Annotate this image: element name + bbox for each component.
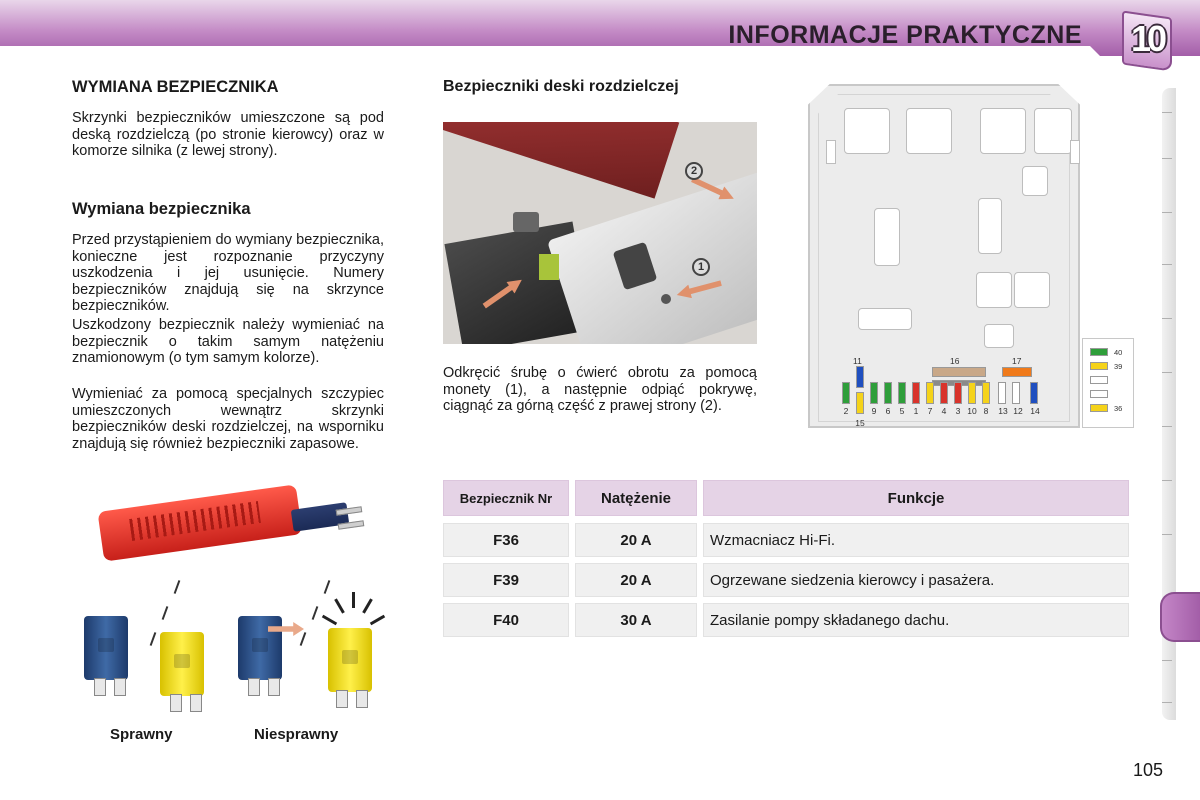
fuse-number: 6: [885, 406, 891, 416]
table-cell-fuse: F36: [443, 523, 569, 557]
fuse-number: 15: [855, 418, 865, 428]
yellow-fuse-blown-image: [328, 628, 372, 692]
relay-block: [976, 272, 1012, 308]
fuse-leg: [268, 678, 280, 696]
caption-bad: Niesprawny: [254, 726, 339, 743]
table-header-amps: Natężenie: [575, 480, 697, 516]
page-number: 105: [1133, 760, 1164, 780]
spark-icon: [370, 615, 385, 626]
section-heading: WYMIANA BEZPIECZNIKA: [72, 78, 279, 96]
motion-line: [324, 580, 331, 594]
callout-2: 2: [685, 162, 703, 180]
table-header-function: Funkcje: [703, 480, 1129, 516]
fuse-slot: [926, 382, 934, 404]
fuse-number: 14: [1030, 406, 1040, 416]
table-cell-function: Zasilanie pompy składanego dachu.: [703, 603, 1129, 637]
table-cell-amps: 30 A: [575, 603, 697, 637]
side-tab-tick: [1162, 372, 1172, 373]
dashboard-fuses-heading: Bezpieczniki deski rozdzielczej: [443, 78, 679, 95]
spark-icon: [352, 592, 355, 608]
relay-block: [858, 308, 912, 330]
chapter-number: 10: [1130, 18, 1164, 59]
fuse-slot: [940, 382, 948, 404]
blue-fuse-image: [238, 616, 282, 680]
side-tab-tick: [1162, 318, 1172, 319]
relay-block: [874, 208, 900, 266]
table-cell-fuse: F40: [443, 603, 569, 637]
fuse-number: 13: [998, 406, 1008, 416]
fuse-number: 8: [983, 406, 989, 416]
table-cell-amps: 20 A: [575, 563, 697, 597]
side-tab-tick: [1162, 426, 1172, 427]
dashboard-photo: [443, 122, 757, 344]
fuse-number: 4: [941, 406, 947, 416]
box-clip: [1070, 140, 1080, 164]
relay-block: [1014, 272, 1050, 308]
spare-fuse: [1090, 376, 1108, 384]
instruction-paragraph: Odkręcić śrubę o ćwierć obrotu za pomocą monety (1), a następnie odpiąć pokrywę, ciągnąć za górną część z prawej strony (2).: [443, 365, 757, 414]
callout-1: 1: [692, 258, 710, 276]
motion-line: [174, 580, 181, 594]
fuse-slot: [968, 382, 976, 404]
side-tab-active[interactable]: [1160, 592, 1200, 642]
fuse-slot: [954, 382, 962, 404]
blue-fuse-image: [84, 616, 128, 680]
caption-ok: Sprawny: [110, 726, 173, 743]
table-cell-fuse: F39: [443, 563, 569, 597]
table-cell-function: Wzmacniacz Hi-Fi.: [703, 523, 1129, 557]
fuse-leg: [248, 678, 260, 696]
fuse-slot: [842, 382, 850, 404]
fuse-slot: [998, 382, 1006, 404]
fuse-leg: [336, 690, 348, 708]
fuse-number: 16: [950, 356, 960, 366]
relay-block: [906, 108, 952, 154]
fuse-leg: [94, 678, 106, 696]
fuse-number: 2: [843, 406, 849, 416]
fuse-leg: [190, 694, 202, 712]
table-header-fuse: Bezpiecznik Nr: [443, 480, 569, 516]
motion-line: [300, 632, 307, 646]
spare-fuse: [1090, 348, 1108, 356]
fuse-number: 12: [1013, 406, 1023, 416]
side-tab-tick: [1162, 112, 1172, 113]
spare-fuse: [1090, 362, 1108, 370]
side-tab-tick: [1162, 480, 1172, 481]
fuse-number: 11: [853, 356, 862, 366]
fuse-slot: [1030, 382, 1038, 404]
fuse-number: 5: [899, 406, 905, 416]
fuse-slot: [856, 392, 864, 414]
fuse-slot: [932, 367, 986, 377]
fuse-slot: [856, 366, 864, 388]
relay-block: [978, 198, 1002, 254]
relay-block: [844, 108, 890, 154]
motion-line: [312, 606, 319, 620]
fuse-slot: [912, 382, 920, 404]
fuse-number: 1: [913, 406, 919, 416]
spare-fuse: [1090, 404, 1108, 412]
fuse-leg: [114, 678, 126, 696]
table-cell-function: Ogrzewane siedzenia kierowcy i pasażera.: [703, 563, 1129, 597]
intro-paragraph: Skrzynki bezpieczników umieszczone są pod deską rozdzielczą (po stronie kierowcy) oraz w komorze silnika (z lewej strony).: [72, 110, 384, 159]
relay-block: [984, 324, 1014, 348]
fuse-slot: [1012, 382, 1020, 404]
page-title: INFORMACJE PRAKTYCZNE: [728, 21, 1082, 49]
paragraph-1: Przed przystąpieniem do wymiany bezpiecznika, konieczne jest rozpoznanie przyczyny uszkodzenia i jej usunięcie. Numery bezpieczników znajdują się na skrzynce bezpieczników.: [72, 232, 384, 314]
side-tab-tick: [1162, 212, 1172, 213]
spare-fuse: [1090, 390, 1108, 398]
fuse-slot: [884, 382, 892, 404]
box-clip: [826, 140, 836, 164]
paragraph-3: Wymieniać za pomocą specjalnych szczypiec umieszczonych wewnątrz skrzynki bezpieczników deski rozdzielczej, na wsporniku znajdują się również bezpieczniki zapasowe.: [72, 386, 384, 452]
side-tab-tick: [1162, 264, 1172, 265]
fuse-slot: [1002, 367, 1032, 377]
spark-icon: [334, 598, 345, 613]
spark-icon: [322, 615, 337, 626]
spare-fuse-number: 36: [1114, 404, 1123, 413]
relay-block: [980, 108, 1026, 154]
spark-icon: [362, 598, 373, 613]
fuse-number: 17: [1012, 356, 1022, 366]
side-tab-tick: [1162, 660, 1172, 661]
spare-fuse-number: 39: [1114, 362, 1123, 371]
fuse-leg: [356, 690, 368, 708]
relay-block: [1022, 166, 1048, 196]
side-tab-tick: [1162, 534, 1172, 535]
fuse-number: 3: [955, 406, 961, 416]
fuse-leg: [170, 694, 182, 712]
relay-block: [1034, 108, 1072, 154]
side-tab-tick: [1162, 702, 1172, 703]
yellow-fuse-good-image: [160, 632, 204, 696]
fuse-slot: [982, 382, 990, 404]
fuse-number: 10: [967, 406, 977, 416]
fuse-slot: [898, 382, 906, 404]
paragraph-2: Uszkodzony bezpiecznik należy wymieniać na bezpiecznik o takim samym natężeniu znamionowym (o tym samym kolorze).: [72, 317, 384, 366]
subsection-heading: Wymiana bezpiecznika: [72, 200, 251, 218]
motion-line: [150, 632, 157, 646]
table-cell-amps: 20 A: [575, 523, 697, 557]
side-tab-tick: [1162, 158, 1172, 159]
fuse-slot: [870, 382, 878, 404]
fuse-number: 7: [927, 406, 933, 416]
spare-fuse-number: 40: [1114, 348, 1123, 357]
motion-line: [162, 606, 169, 620]
fuse-number: 9: [871, 406, 877, 416]
